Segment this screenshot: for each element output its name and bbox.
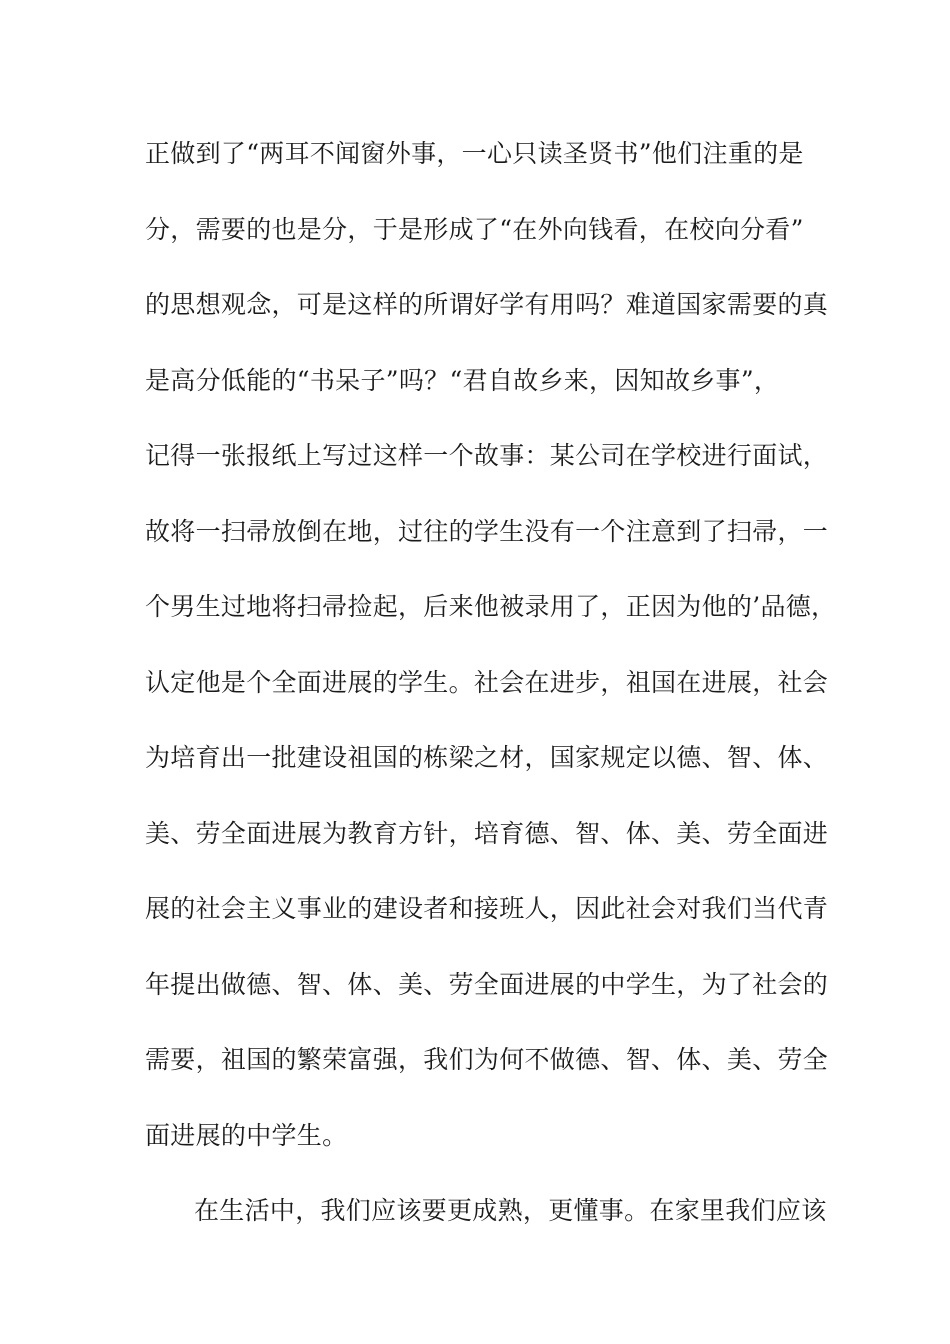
- paragraph-line: 故将一扫帚放倒在地，过往的学生没有一个注意到了扫帚，一: [145, 517, 829, 546]
- paragraph-line: 为培育出一批建设祖国的栋梁之材，国家规定以德、智、体、: [145, 743, 829, 772]
- paragraph-line: 认定他是个全面进展的学生。社会在进步，祖国在进展，社会: [145, 668, 829, 697]
- paragraph-line: 展的社会主义事业的建设者和接班人，因此社会对我们当代青: [145, 894, 829, 923]
- paragraph-line: 正做到了“两耳不闻窗外事，一心只读圣贤书”他们注重的是: [145, 139, 804, 168]
- paragraph-line: 年提出做德、智、体、美、劳全面进展的中学生，为了社会的: [145, 970, 829, 999]
- paragraph-line: 是高分低能的“书呆子”吗？“君自故乡来，因知故乡事”，: [145, 366, 780, 395]
- paragraph-line: 在生活中，我们应该要更成熟，更懂事。在家里我们应该: [194, 1196, 827, 1225]
- paragraph-line: 需要，祖国的繁荣富强，我们为何不做德、智、体、美、劳全: [145, 1045, 829, 1074]
- paragraph-line: 记得一张报纸上写过这样一个故事：某公司在学校进行面试，: [145, 441, 829, 470]
- paragraph-line: 的思想观念，可是这样的所谓好学有用吗？难道国家需要的真: [145, 290, 829, 319]
- paragraph-line: 个男生过地将扫帚捡起，后来他被录用了，正因为他的’品德，: [145, 592, 837, 621]
- paragraph-line: 面进展的中学生。: [145, 1121, 348, 1150]
- paragraph-line: 美、劳全面进展为教育方针，培育德、智、体、美、劳全面进: [145, 819, 829, 848]
- paragraph-line: 分，需要的也是分，于是形成了“在外向钱看，在校向分看”: [145, 215, 804, 244]
